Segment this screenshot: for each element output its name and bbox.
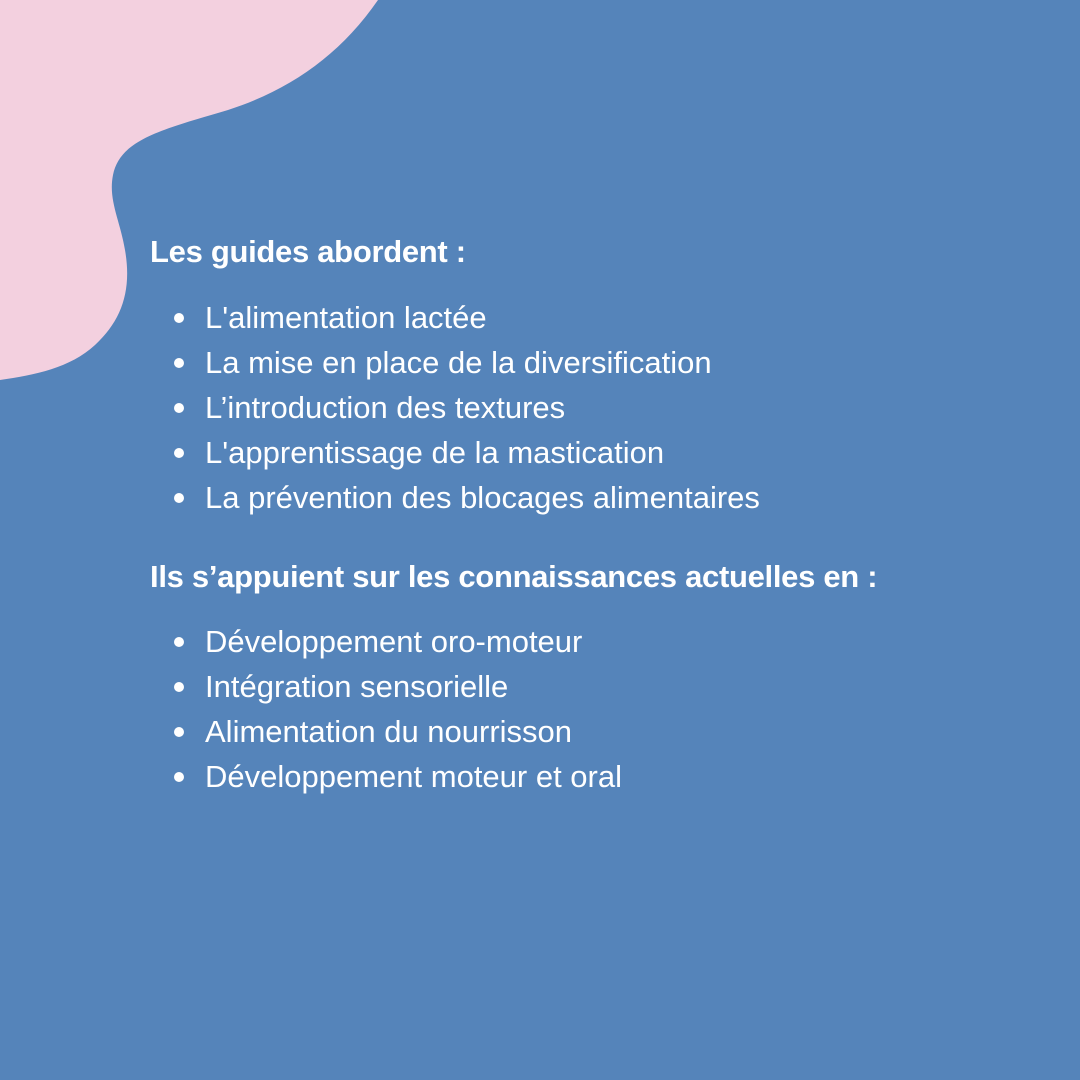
- list-item: [150, 619, 1050, 664]
- bullet-icon: [174, 313, 184, 323]
- list-item-text: Développement oro-moteur: [205, 624, 583, 659]
- list-item: [150, 430, 1050, 475]
- list-item: [150, 664, 1050, 709]
- list-item: [150, 385, 1050, 430]
- bullet-icon: [174, 772, 184, 782]
- list-item: [150, 340, 1050, 385]
- list-item-text: La prévention des blocages alimentaires: [205, 480, 760, 515]
- list-item-text: L’introduction des textures: [205, 390, 566, 425]
- section-2-list: [150, 619, 1050, 799]
- list-item: [150, 709, 1050, 754]
- section-2-heading: Ils s’appuient sur les connaissances actuelles en :: [150, 559, 878, 594]
- bullet-icon: [174, 358, 184, 368]
- list-item-text: Intégration sensorielle: [205, 669, 509, 704]
- list-item-text: Développement moteur et oral: [205, 759, 623, 794]
- section-1-list: [150, 295, 1050, 520]
- list-item-text: L'alimentation lactée: [205, 300, 487, 335]
- bullet-icon: [174, 727, 184, 737]
- list-item-text: Alimentation du nourrisson: [205, 714, 573, 749]
- list-item-text: L'apprentissage de la mastication: [205, 435, 665, 470]
- main-content: [150, 225, 1050, 799]
- list-item: [150, 295, 1050, 340]
- bullet-icon: [174, 448, 184, 458]
- list-item-text: La mise en place de la diversification: [205, 345, 712, 380]
- bullet-icon: [174, 493, 184, 503]
- bullet-icon: [174, 637, 184, 647]
- bullet-icon: [174, 682, 184, 692]
- bullet-icon: [174, 403, 184, 413]
- section-1-heading: Les guides abordent :: [150, 234, 466, 269]
- list-item: [150, 754, 1050, 799]
- list-item: [150, 475, 1050, 520]
